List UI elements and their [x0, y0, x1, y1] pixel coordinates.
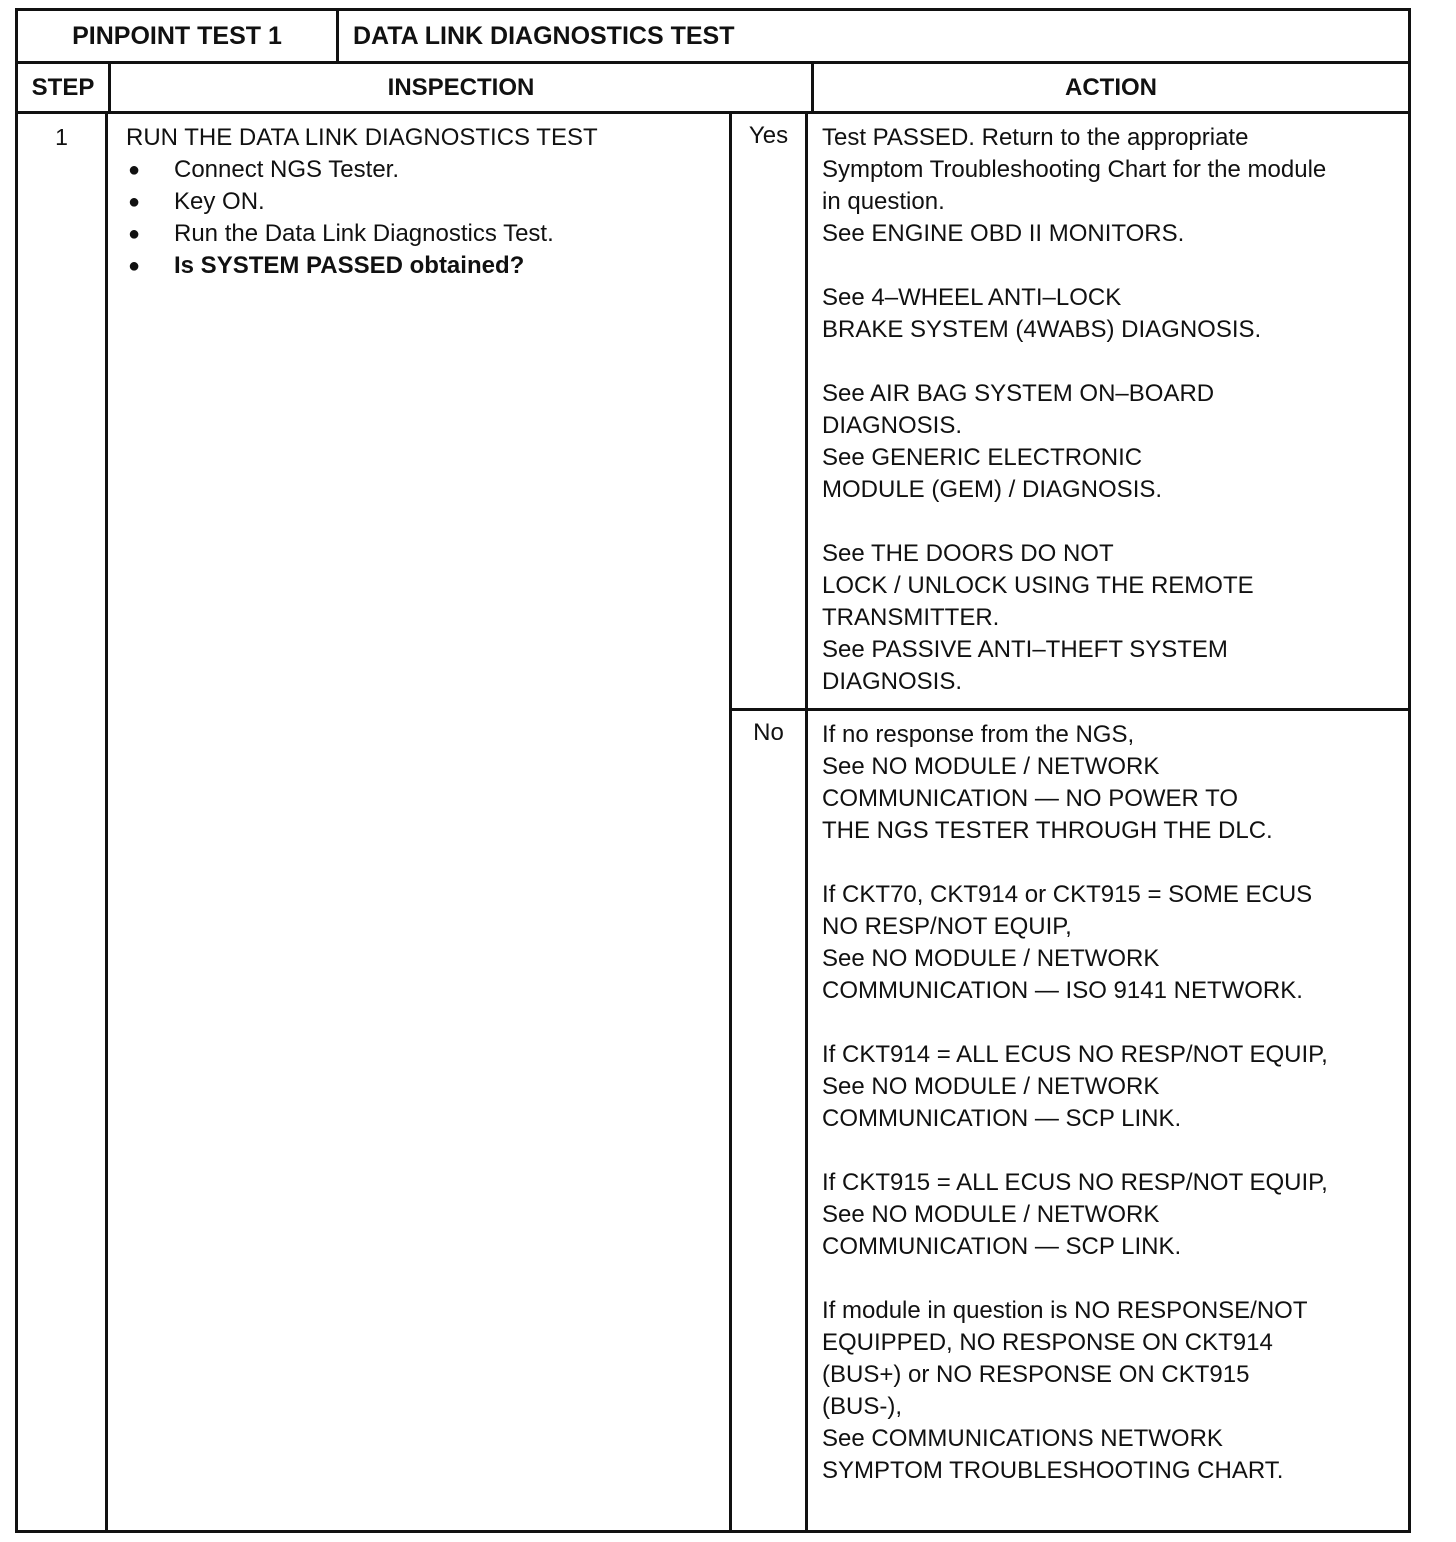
bullet-item	[126, 186, 729, 218]
title-row	[18, 11, 1408, 64]
inspection-bullet-list	[126, 154, 729, 282]
pinpoint-test-table	[15, 8, 1411, 1533]
no-row	[732, 711, 1408, 1530]
inspection-cell	[108, 114, 732, 1530]
column-header-inspection: INSPECTION	[111, 64, 814, 111]
inspection-title: RUN THE DATA LINK DIAGNOSTICS TEST	[126, 124, 598, 151]
bullet-text: Is SYSTEM PASSED obtained?	[174, 252, 525, 279]
pinpoint-label: PINPOINT TEST 1	[18, 11, 339, 61]
step-number: 1	[18, 114, 108, 1530]
answer-column	[732, 114, 1408, 1530]
bullet-icon: ●	[128, 191, 141, 213]
bullet-item	[126, 218, 729, 250]
bullet-icon: ●	[128, 255, 141, 277]
column-header-action: ACTION	[1065, 73, 1157, 101]
test-title: DATA LINK DIAGNOSTICS TEST	[353, 21, 735, 50]
yes-label: Yes	[732, 114, 808, 708]
no-action-text: If no response from the NGS, See NO MODULE / NETWORK COMMUNICATION — NO POWER TO THE NGS TESTER THROUGH THE DLC. If CKT70, CKT914 or CKT915 = SOME ECUS NO RESP/NOT EQUIP, See NO MODULE / NETWORK COMMUNICATION — ISO 9141 NETWORK. If CKT914 = ALL ECUS NO RESP/NOT EQUIP, See NO MODULE / NETWORK COMMUNICATION — SCP LINK. If CKT915 = ALL ECUS NO RESP/NOT EQUIP, See NO MODULE / NETWORK COMMUNICATION — SCP LINK. If module in question is NO RESPONSE/NOT EQUIPPED, NO RESPONSE ON CKT914 (BUS+) or NO RESPONSE ON CKT915 (BUS-), See COMMUNICATIONS NETWORK SYMPTOM TROUBLESHOOTING CHART.	[822, 721, 1328, 1484]
column-header-step: STEP	[18, 64, 111, 111]
no-label: No	[732, 711, 808, 1530]
yes-action-text: Test PASSED. Return to the appropriate Symptom Troubleshooting Chart for the module in question. See ENGINE OBD II MONITORS. See 4–WHEEL ANTI–LOCK BRAKE SYSTEM (4WABS) DIAGNOSIS. See AIR BAG SYSTEM ON–BOARD DIAGNOSIS. See GENERIC ELECTRONIC MODULE (GEM) / DIAGNOSIS. See THE DOORS DO NOT LOCK / UNLOCK USING THE REMOTE TRANSMITTER. See PASSIVE ANTI–THEFT SYSTEM DIAGNOSIS.	[822, 124, 1327, 695]
bullet-icon: ●	[128, 159, 141, 181]
bullet-text: Run the Data Link Diagnostics Test.	[174, 220, 554, 247]
bullet-item	[126, 154, 729, 186]
bullet-text: Key ON.	[174, 188, 265, 215]
bullet-icon: ●	[128, 223, 141, 245]
step-row	[18, 114, 1408, 1530]
bullet-item-question	[126, 250, 729, 282]
bullet-text: Connect NGS Tester.	[174, 156, 399, 183]
yes-row	[732, 114, 1408, 711]
column-header-row	[18, 64, 1408, 114]
